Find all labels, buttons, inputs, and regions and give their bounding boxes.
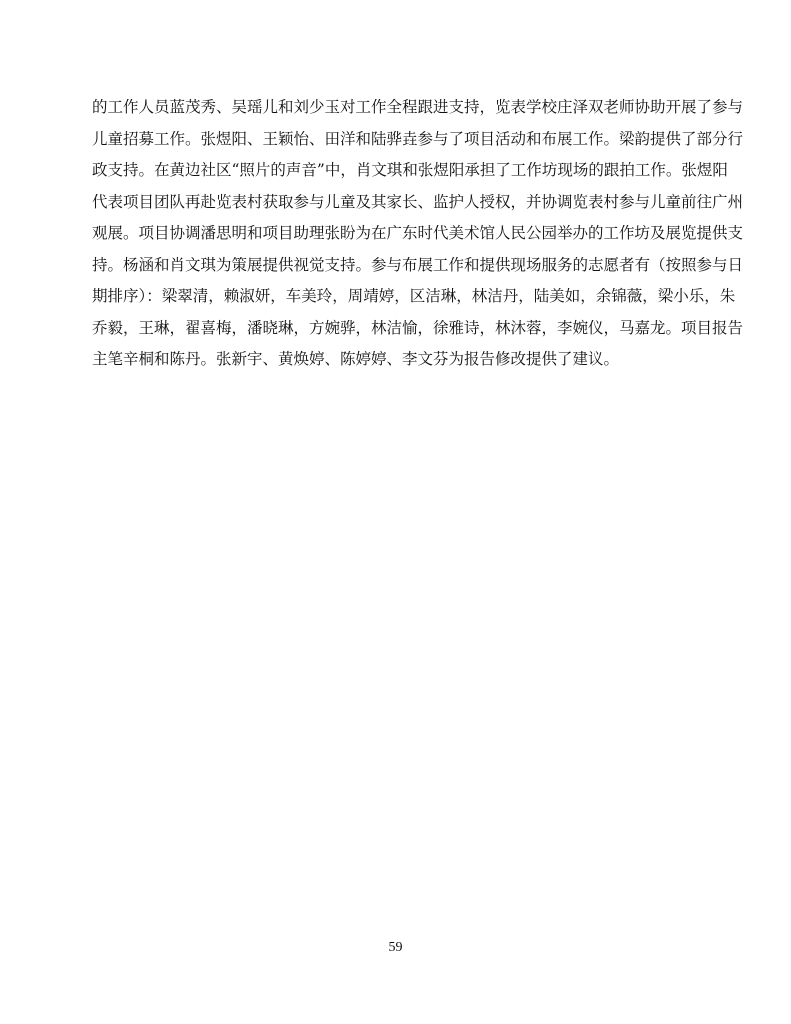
paragraph-line: 期排序）：梁翠清，赖淑妍，车美玲，周靖婷，区洁琳，林洁丹，陆美如，余锦薇，梁小乐，朱 bbox=[92, 287, 736, 305]
paragraph-line: 的工作人员蓝茂秀、吴瑶儿和刘少玉对工作全程跟进支持，览表学校庄泽双老师协助开展了参与 bbox=[92, 98, 744, 116]
paragraph-line: 乔毅，王琳，翟喜梅，潘晓琳，方婉骅，林洁愉，徐雅诗，林沐蓉，李婉仪，马嘉龙。项目报告 bbox=[92, 318, 744, 337]
page-number: 59 bbox=[388, 940, 403, 955]
paragraph-line: 代表项目团队再赴览表村获取参与儿童及其家长、监护人授权，并协调览表村参与儿童前往广州 bbox=[92, 192, 744, 211]
paragraph-line: 儿童招募工作。张煜阳、王颖怡、田洋和陆骅垚参与了项目活动和布展工作。梁韵提供了部分行 bbox=[92, 129, 744, 148]
paragraph-line: 观展。项目协调潘思明和项目助理张盼为在广东时代美术馆人民公园举办的工作坊及展览提供支 bbox=[92, 224, 744, 242]
paragraph-line: 主笔辛桐和陈丹。张新宇、黄焕婷、陈婷婷、李文芬为报告修改提供了建议。 bbox=[92, 350, 620, 368]
paragraph-line: 政支持。在黄边社区“照片的声音”中，肖文琪和张煜阳承担了工作坊现场的跟拍工作。张煜阳 bbox=[92, 161, 728, 179]
paragraph-line: 持。杨涵和肖文琪为策展提供视觉支持。参与布展工作和提供现场服务的志愿者有（按照参与日 bbox=[92, 255, 744, 274]
body-paragraph bbox=[92, 92, 744, 376]
